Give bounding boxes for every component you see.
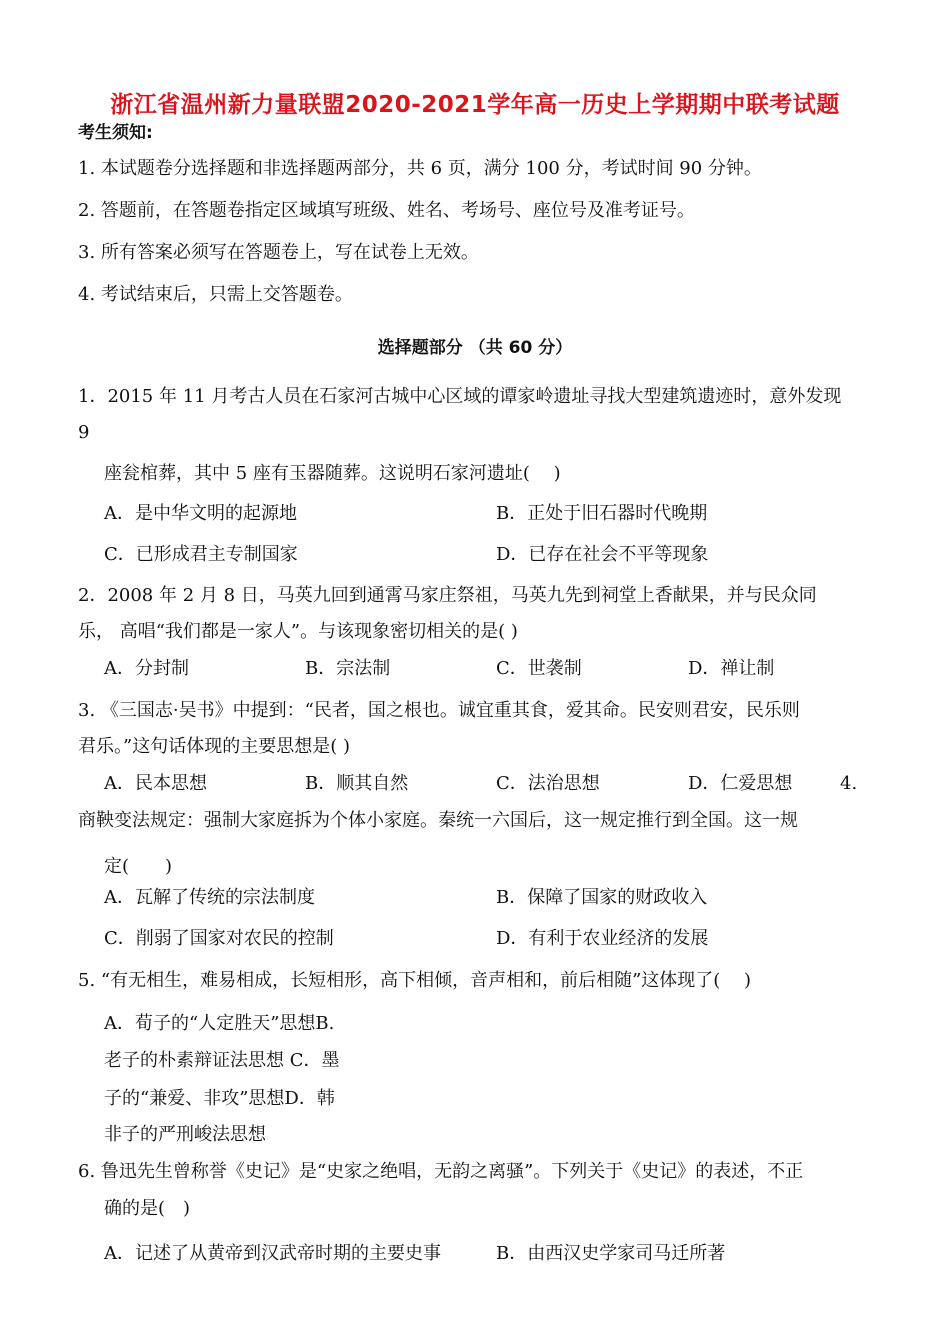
section-heading: 选择题部分 （共 60 分） [377,338,573,358]
q6-stem-line2: 确的是( ) [104,1198,191,1219]
q4-option-b: B．保障了国家的财政收入 [496,887,708,908]
q2-option-b: B．宗法制 [305,658,391,679]
q6-stem-line1: 6. 鲁迅先生曾称誉《史记》是“史家之绝唱，无韵之离骚”。下列关于《史记》的表述，不正 [78,1161,804,1182]
q4-option-d: D．有利于农业经济的发展 [496,928,709,949]
q1-option-c: C．已形成君主专制国家 [104,544,298,565]
q3-stem-line2: 君乐。”这句话体现的主要思想是( ) [78,736,350,757]
q6-option-a: A．记述了从黄帝到汉武帝时期的主要史事 [104,1243,441,1264]
notice-item-4: 4. 考试结束后，只需上交答题卷。 [78,284,353,305]
q1-stem-line2: 9 [78,422,90,443]
q5-options-line3: 子的“兼爱、非攻”思想D．韩 [104,1088,335,1109]
q5-options-line2: 老子的朴素辩证法思想 C．墨 [104,1050,340,1071]
q3-option-b: B．顺其自然 [305,773,409,794]
q1-stem-line3: 座瓮棺葬，其中 5 座有玉器随葬。这说明石家河遗址( ) [104,463,561,484]
q2-option-d: D．禅让制 [688,658,775,679]
q1-option-b: B．正处于旧石器时代晚期 [496,503,708,524]
notice-item-2: 2. 答题前，在答题卷指定区域填写班级、姓名、考场号、座位号及准考证号。 [78,200,695,221]
notice-heading: 考生须知: [78,123,153,143]
notice-item-1: 1. 本试题卷分选择题和非选择题两部分，共 6 页，满分 100 分，考试时间 90 分钟。 [78,158,762,179]
q6-option-b: B．由西汉史学家司马迁所著 [496,1243,726,1264]
exam-title: 浙江省温州新力量联盟2020-2021学年高一历史上学期期中联考试题 [110,92,840,118]
q4-stem-line2: 定( ) [104,856,173,877]
q1-stem-line1: 1．2015 年 11 月考古人员在石家河古城中心区域的谭家岭遗址寻找大型建筑遗迹时，意外发现 [78,386,842,407]
q5-options-line1: A．荀子的“人定胜天”思想B. [104,1013,335,1034]
q4-option-a: A．瓦解了传统的宗法制度 [104,887,315,908]
q3-option-a: A．民本思想 [104,773,207,794]
q2-option-a: A．分封制 [104,658,189,679]
q4-option-c: C．削弱了国家对农民的控制 [104,928,334,949]
notice-item-3: 3. 所有答案必须写在答题卷上，写在试卷上无效。 [78,242,479,263]
q4-number: 4. [840,773,858,794]
q1-option-d: D．已存在社会不平等现象 [496,544,709,565]
q3-stem-line1: 3. 《三国志·吴书》中提到：“民者，国之根也。诚宜重其食，爱其命。民安则君安，民乐则 [78,700,800,721]
q5-options-line4: 非子的严刑峻法思想 [104,1124,266,1145]
q3-option-d: D．仁爱思想 [688,773,793,794]
q3-option-c: C．法治思想 [496,773,600,794]
q1-option-a: A．是中华文明的起源地 [104,503,297,524]
q2-option-c: C．世袭制 [496,658,582,679]
q2-stem-line1: 2．2008 年 2 月 8 日，马英九回到通霄马家庄祭祖，马英九先到祠堂上香献果，并与民众同 [78,585,817,606]
q2-stem-line2: 乐， 高唱“我们都是一家人”。与该现象密切相关的是( ) [78,621,518,642]
q4-stem-line1: 商鞅变法规定：强制大家庭拆为个体小家庭。秦统一六国后，这一规定推行到全国。这一规 [78,810,798,831]
q5-stem: 5. “有无相生，难易相成，长短相形，高下相倾，音声相和，前后相随”这体现了( ) [78,970,752,991]
